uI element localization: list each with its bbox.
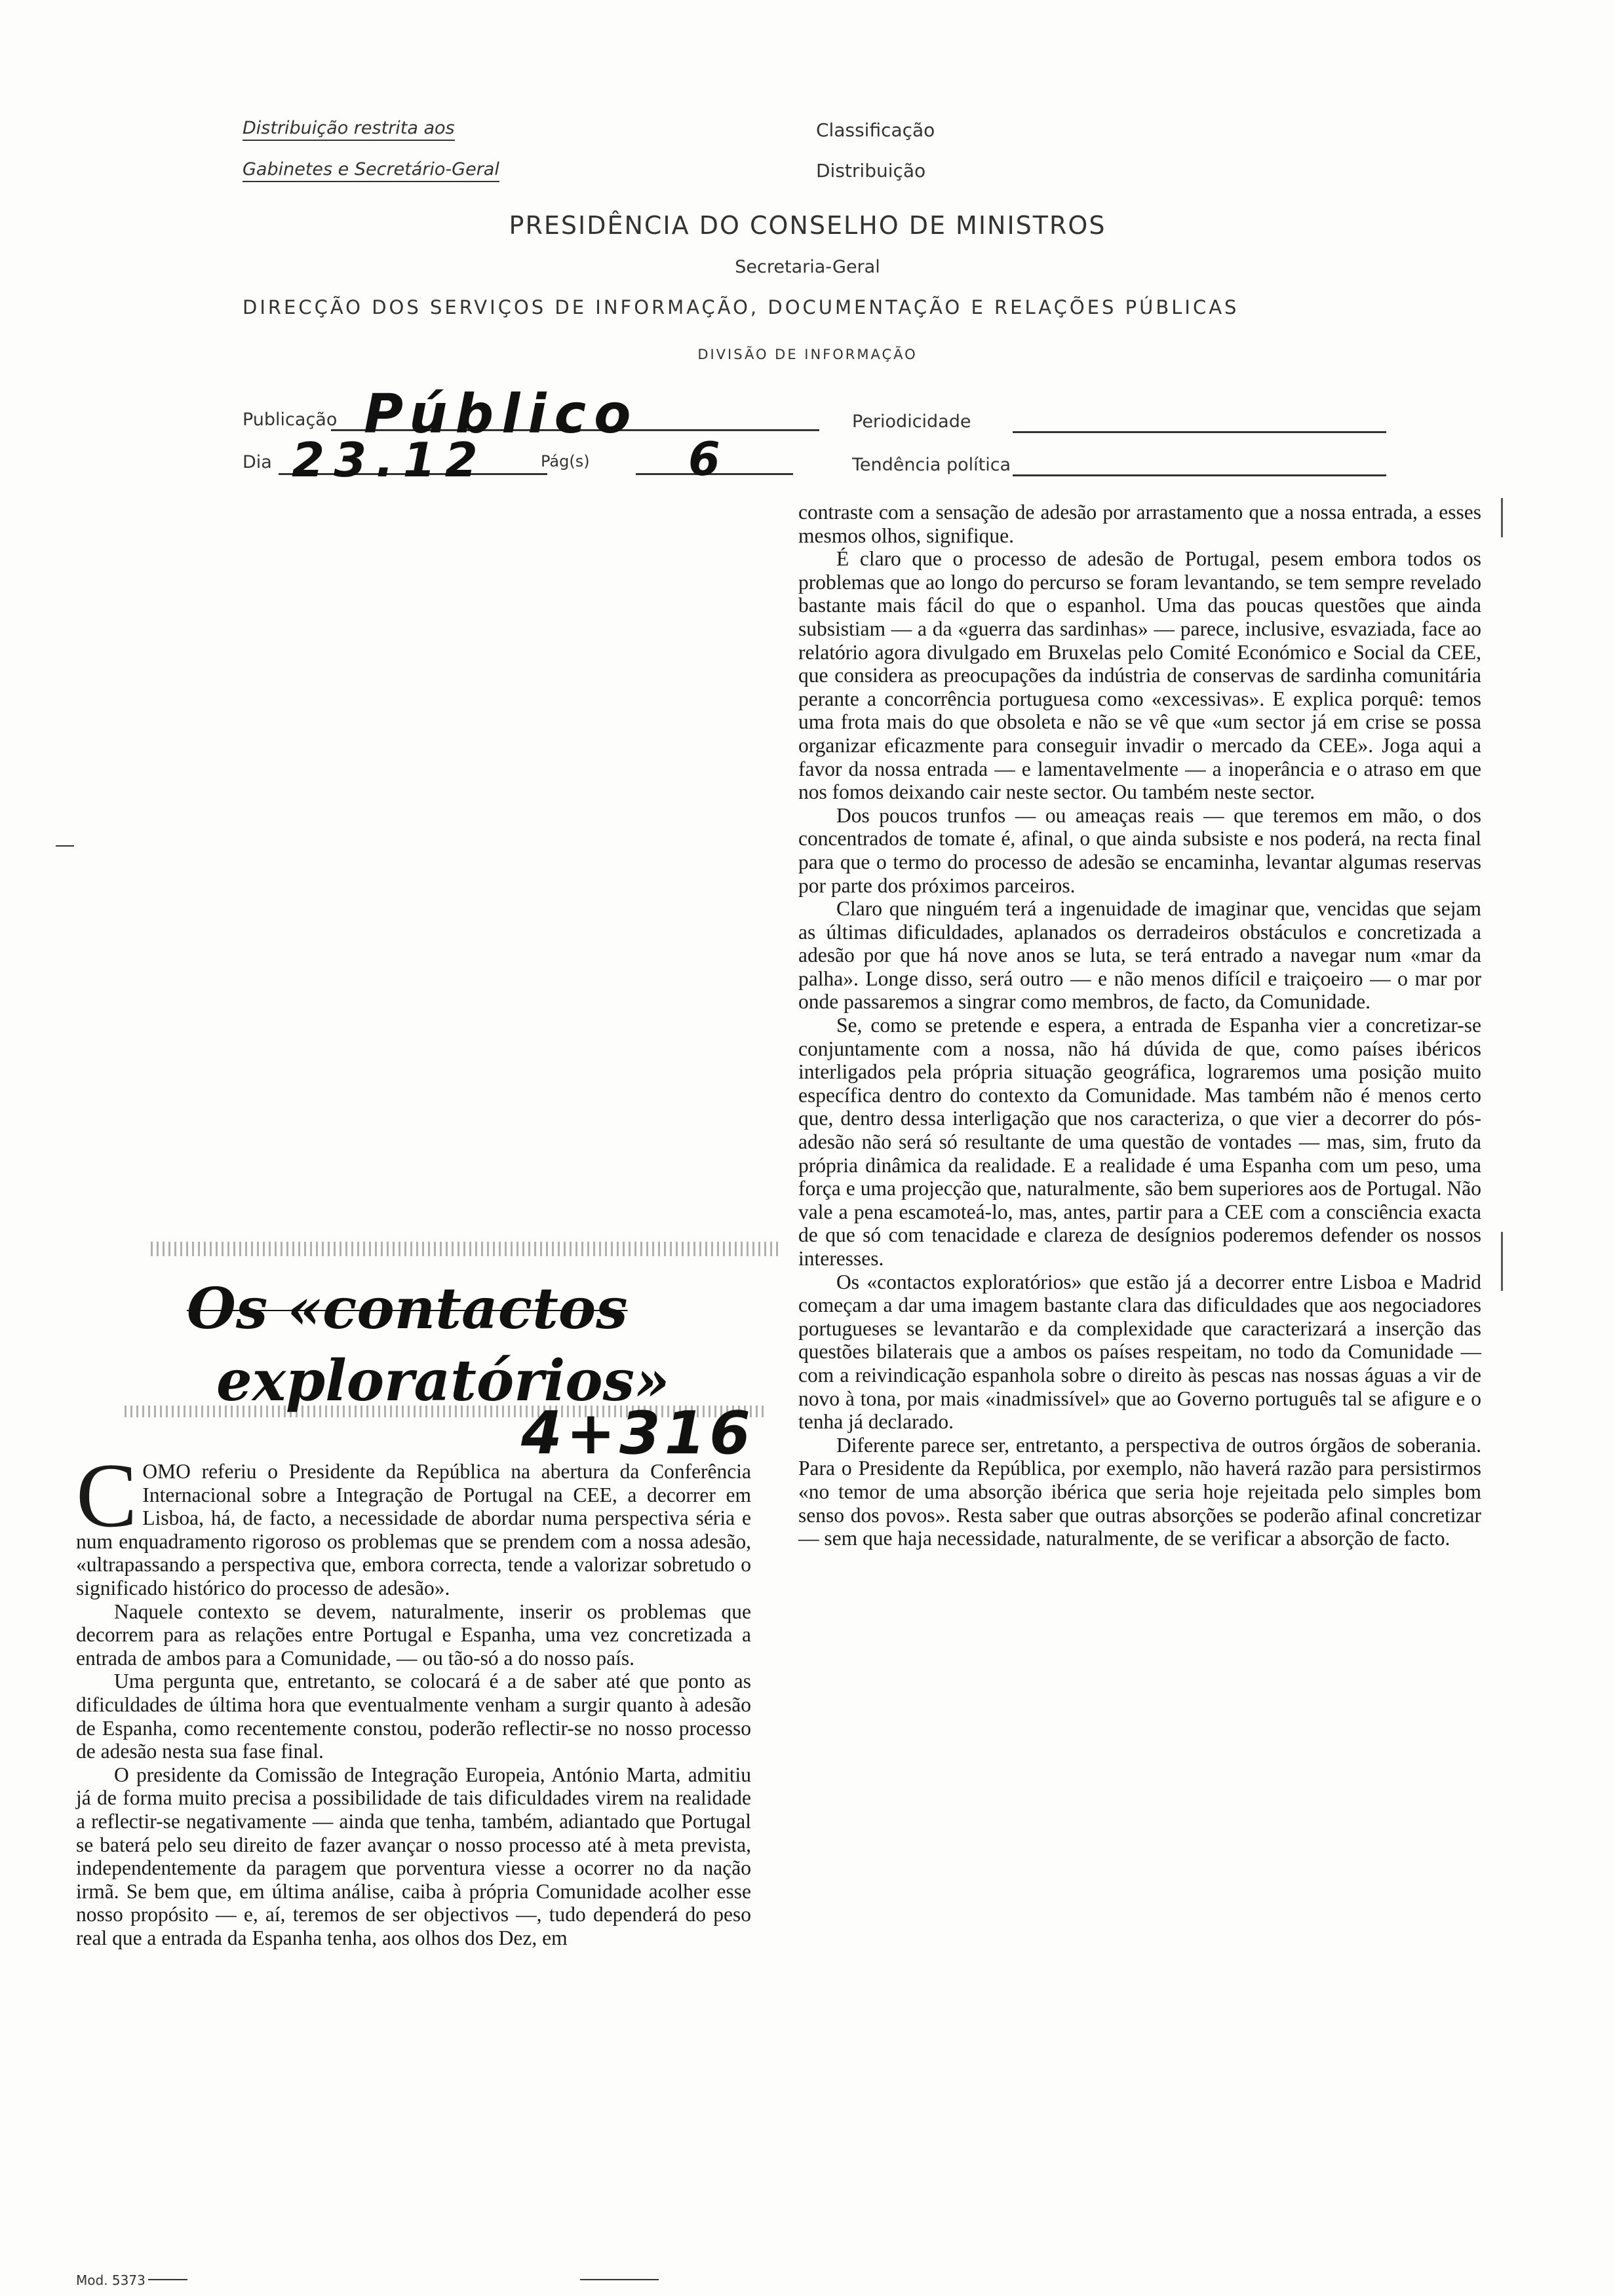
- article-left-column: [76, 1445, 751, 1949]
- ministry-title: PRESIDÊNCIA DO CONSELHO DE MINISTROS: [509, 211, 1106, 240]
- political-tendency-label: Tendência política: [852, 455, 1011, 475]
- right-paragraph-1: contraste com a sensação de adesão por arrastamento que a nossa entrada, a esses mesmos olhos, signifique.: [798, 501, 1481, 547]
- direction-title: DIRECÇÃO DOS SERVIÇOS DE INFORMAÇÃO, DOCUMENTAÇÃO E RELAÇÕES PÚBLICAS: [243, 296, 1239, 318]
- political-tendency-line: [1013, 474, 1386, 476]
- publication-handwritten: Público: [364, 383, 639, 446]
- margin-mark: [1501, 1232, 1503, 1291]
- classification-label: Classificação: [816, 119, 935, 141]
- right-paragraph-5: Se, como se pretende e espera, a entrada de Espanha vier a concretizar-se conjuntamente com a nossa, não há dúvida de que, como países ibéricos interligados pela própria situação geográfica, lograremos uma posição muito específica dentro do contexto da Comunidade. Mas também não é menos certo que, dentro dessa interligação que nos caracteriza, o que vier a decorrer do pós-adesão não será só resultante de uma questão de vontades — mas, sim, fruto da própria dinâmica da realidade. E a realidade é uma Espanha com um peso, uma força e uma projecção que, naturalmente, são bem superiores aos de Portugal. Não vale a pena escamoteá-lo, mas, antes, partir para a CEE com a consciência exacta de que só com tenacidade e clareza de desígnios poderemos defender os nossos interesses.: [798, 1014, 1481, 1270]
- left-paragraph-4: O presidente da Comissão de Integração Europeia, António Marta, admitiu já de forma muito precisa a possibilidade de tais dificuldades virem na realidade a reflectir-se negativamente — ainda que tenha, também, adiantado que Portugal se baterá pelo seu direito de fazer avançar o nosso processo até à meta prevista, independentemente da paragem que porventura viesse a ocorrer no da nação irmã. Se bem que, em última análise, caiba à própria Comunidade acolher esse nosso propósito — e, aí, teremos de ser objectivos —, tudo dependerá do peso real que a entrada da Espanha tenha, aos olhos dos Dez, em: [76, 1763, 751, 1949]
- headline-line2: exploratórios»: [216, 1348, 670, 1414]
- margin-dash: [56, 845, 74, 847]
- pages-handwritten: 6: [688, 432, 720, 486]
- day-handwritten: 23.12: [292, 432, 487, 488]
- distribution-note-line1: Distribuição restrita aos: [243, 118, 455, 138]
- periodicity-line: [1013, 431, 1386, 433]
- article-right-column: [798, 501, 1481, 1550]
- footer-line: [148, 2279, 187, 2280]
- division-title: DIVISÃO DE INFORMAÇÃO: [697, 347, 918, 362]
- right-paragraph-4: Claro que ninguém terá a ingenuidade de imaginar que, vencidas que sejam as últimas dificuldades, aplanados os derradeiros obstáculos e concretizada a adesão por que há nove anos se luta, se terá entrado a navegar num «mar da palha». Longe disso, será outro — e não menos difícil e traiçoeiro — o mar por onde passaremos a singrar como membros, de facto, da Comunidade.: [798, 897, 1481, 1014]
- right-paragraph-6: Os «contactos exploratórios» que estão já a decorrer entre Lisboa e Madrid começam a dar uma imagem bastante clara das dificuldades que aos negociadores portugueses se levantarão e da complexidade que caracterizará a inserção das questões bilaterais que a ambos os países respeitam, no todo da Comunidade — com a reivindicação espanhola sobre o direito às pescas nas nossas águas a vir de novo à tona, por mais «inadmissível» que ao Governo português tal se afigure e o tenha já declarado.: [798, 1270, 1481, 1434]
- secretariat-title: Secretaria-Geral: [735, 257, 880, 277]
- left-paragraph-2: Naquele contexto se devem, naturalmente, inserir os problemas que decorrem para as relações entre Portugal e Espanha, uma vez concretizada a entrada de ambos para a Comunidade, — ou tão-só a do nosso país.: [76, 1599, 751, 1670]
- publication-label: Publicação: [243, 410, 338, 430]
- left-paragraph-3: Uma pergunta que, entretanto, se colocará é a de saber até que ponto as dificuldades de última hora que eventualmente venham a surgir quanto à adesão de Espanha, como recentemente constou, poderão reflectir-se no nosso processo de adesão nesta sua fase final.: [76, 1670, 751, 1763]
- form-model-number: Mod. 5373: [76, 2272, 146, 2288]
- distribution-note-line2: Gabinetes e Secretário-Geral: [243, 159, 499, 180]
- margin-mark: [1501, 498, 1503, 537]
- left-paragraph-1: COMO referiu o Presidente da República na abertura da Conferência Internacional sobre a Integração de Portugal na CEE, a decorrer em Lisboa, há, de facto, a necessidade de abordar numa perspectiva séria e num enquadramento rigoroso os problemas que se prendem com a nossa adesão, «ultrapassando a perspectiva que, embora correcta, tende a valorizar sobretudo o significado histórico do processo de adesão».: [76, 1445, 751, 1599]
- scan-noise-top: [151, 1242, 780, 1256]
- drop-cap: C: [76, 1445, 138, 1546]
- footer-line: [580, 2279, 659, 2280]
- headline-line1: Os «contactos: [187, 1276, 628, 1342]
- right-paragraph-2: É claro que o processo de adesão de Portugal, pesem embora todos os problemas que ao longo do percurso se foram levantando, se tem sempre revelado bastante mais fácil do que o espanhol. Uma das poucas questões que ainda subsistiam — a da «guerra das sardinhas» — parece, inclusive, esvaziada, face ao relatório agora divulgado em Bruxelas pelo Comité Económico e Social da CEE, que considera as preocupações da indústria de conservas de sardinha comunitária perante a concorrência portuguesa como «excessivas». E explica porquê: temos uma frota mais do que obsoleta e não se vê que «um sector já em crise se possa organizar eficazmente para conseguir invadir o mercado da CEE». Joga aqui a favor da nossa entrada — e lamentavelmente — a inoperância e o atraso em que nos fomos deixando cair neste sector. Ou também neste sector.: [798, 547, 1481, 804]
- periodicity-label: Periodicidade: [852, 411, 971, 432]
- right-paragraph-7: Diferente parece ser, entretanto, a perspectiva de outros órgãos de soberania. Para o Presidente da República, por exemplo, não haverá razão para persistirmos «no temor de uma absorção ibérica que seria hoje rejeitada pelo simples bom senso dos povos». Resta saber que outras absorções se poderão afinal concretizar — sem que haja necessidade, naturalmente, de se verificar a absorção de facto.: [798, 1433, 1481, 1550]
- day-label: Dia: [243, 452, 272, 472]
- right-paragraph-3: Dos poucos trunfos — ou ameaças reais — que teremos em mão, o dos concentrados de tomate é, afinal, o que ainda subsiste e nos poderá, na recta final para que o termo do processo de adesão se encaminha, levantar algumas reservas por parte dos próximos parceiros.: [798, 803, 1481, 897]
- pages-label: Pág(s): [541, 452, 590, 470]
- distribution-label: Distribuição: [816, 160, 926, 182]
- handwritten-reference: 4+316: [521, 1399, 754, 1468]
